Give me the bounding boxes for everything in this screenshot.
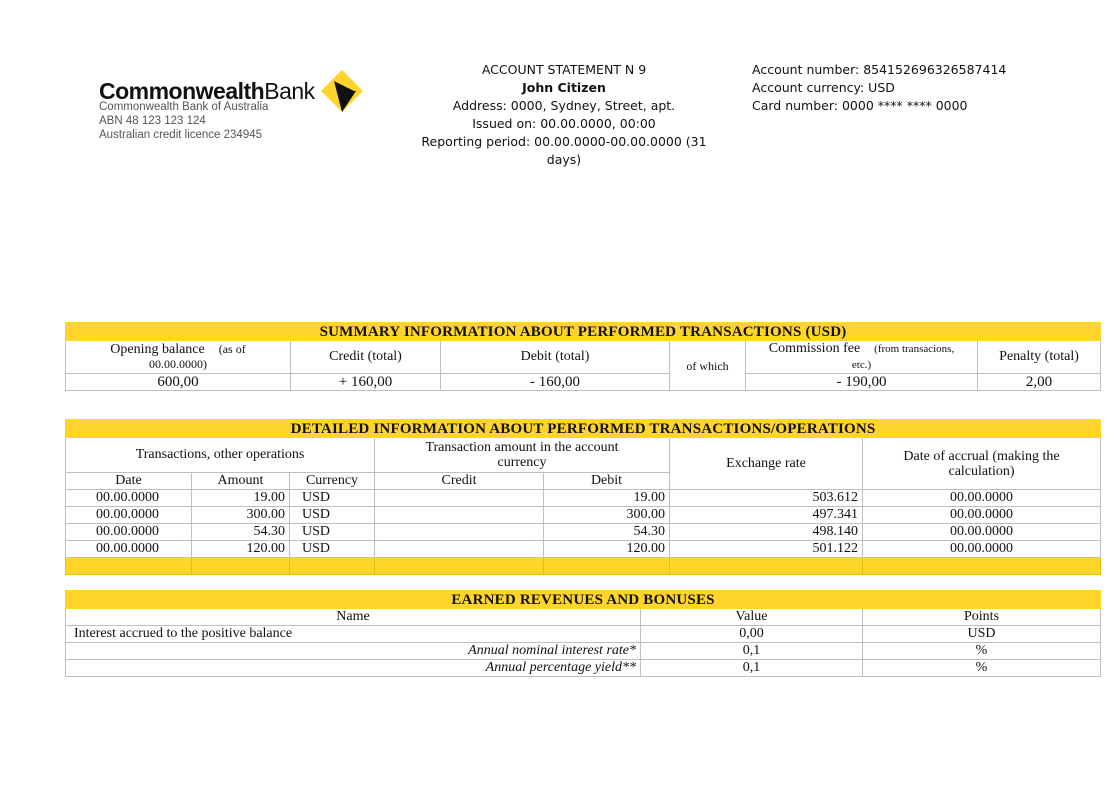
- statement-title: ACCOUNT STATEMENT N 9: [481, 62, 647, 77]
- table-row: [66, 524, 1101, 541]
- table-row: [66, 507, 1101, 524]
- table-row: [66, 643, 1101, 660]
- col-name-header: Name: [66, 609, 641, 626]
- debit-total-header: Debit (total): [441, 341, 670, 374]
- row-date: 00.00.0000: [66, 524, 192, 541]
- penalty-value: 2,00: [978, 374, 1101, 391]
- card-number: Card number: 0000 **** **** 0000: [752, 98, 968, 113]
- row-name: Interest accrued to the positive balance: [66, 626, 641, 643]
- table-row: [66, 626, 1101, 643]
- row-debit: 19.00: [544, 490, 670, 507]
- row-value: 0,1: [641, 643, 863, 660]
- row-amount: 300.00: [192, 507, 290, 524]
- row-currency: USD: [290, 524, 375, 541]
- row-debit: 120.00: [544, 541, 670, 558]
- statement-header: [404, 61, 724, 169]
- footer-cell: [290, 558, 375, 575]
- summary-table: [65, 322, 1101, 391]
- earned-table: [65, 590, 1101, 677]
- row-accrual: 00.00.0000: [863, 524, 1101, 541]
- commission-note-2: etc.): [851, 359, 872, 371]
- col-currency-header: Currency: [290, 473, 375, 490]
- footer-cell: [66, 558, 192, 575]
- account-number: Account number: 854152696326587414: [752, 62, 1007, 77]
- brand-light: Bank: [264, 78, 315, 104]
- row-rate: 497.341: [670, 507, 863, 524]
- col-points-header: Points: [863, 609, 1101, 626]
- row-value: 0,1: [641, 660, 863, 677]
- row-currency: USD: [290, 507, 375, 524]
- bank-licence: Australian credit licence 234945: [99, 129, 263, 141]
- commission-label: Commission fee: [768, 341, 861, 356]
- commission-header: [746, 341, 978, 374]
- row-points: %: [863, 643, 1101, 660]
- opening-label: Opening balance: [110, 342, 205, 357]
- col-value-header: Value: [641, 609, 863, 626]
- of-which-label: of which: [670, 341, 746, 391]
- row-accrual: 00.00.0000: [863, 507, 1101, 524]
- account-info: [752, 61, 1112, 115]
- col-credit-header: Credit: [375, 473, 544, 490]
- row-name: Annual percentage yield**: [66, 660, 641, 677]
- details-title: DETAILED INFORMATION ABOUT PERFORMED TRANSACTIONS/OPERATIONS: [66, 420, 1101, 438]
- credit-total-header: Credit (total): [291, 341, 441, 374]
- row-debit: 300.00: [544, 507, 670, 524]
- table-row: [66, 490, 1101, 507]
- row-value: 0,00: [641, 626, 863, 643]
- group-amount-line2: currency: [497, 455, 547, 470]
- row-accrual: 00.00.0000: [863, 541, 1101, 558]
- row-credit: [375, 490, 544, 507]
- row-amount: 54.30: [192, 524, 290, 541]
- logo-diamond-icon: [321, 70, 363, 112]
- accrual-line1: Date of accrual (making the: [903, 448, 1060, 464]
- footer-cell: [863, 558, 1101, 575]
- holder-address: Address: 0000, Sydney, Street, apt.: [452, 98, 676, 113]
- details-footer-row: [66, 558, 1101, 575]
- reporting-period: Reporting period: 00.00.0000-00.00.0000 (31 days): [421, 134, 707, 167]
- row-name: Annual nominal interest rate*: [66, 643, 641, 660]
- row-date: 00.00.0000: [66, 541, 192, 558]
- issued-on: Issued on: 00.00.0000, 00:00: [472, 116, 656, 131]
- details-table: [65, 419, 1101, 575]
- summary-title: SUMMARY INFORMATION ABOUT PERFORMED TRANSACTIONS (USD): [66, 323, 1101, 341]
- col-date-header: Date: [66, 473, 192, 490]
- bank-logo: [99, 70, 379, 150]
- table-row: [66, 660, 1101, 677]
- group-transactions-header: Transactions, other operations: [66, 438, 375, 473]
- table-row: [66, 541, 1101, 558]
- row-points: %: [863, 660, 1101, 677]
- opening-note: (as of: [218, 342, 246, 356]
- row-points: USD: [863, 626, 1101, 643]
- exchange-rate-header: Exchange rate: [670, 438, 863, 490]
- holder-name: John Citizen: [522, 80, 606, 95]
- row-accrual: 00.00.0000: [863, 490, 1101, 507]
- row-rate: 498.140: [670, 524, 863, 541]
- row-amount: 120.00: [192, 541, 290, 558]
- col-debit-header: Debit: [544, 473, 670, 490]
- footer-cell: [544, 558, 670, 575]
- bank-abn: ABN 48 123 123 124: [99, 115, 206, 127]
- row-debit: 54.30: [544, 524, 670, 541]
- footer-cell: [670, 558, 863, 575]
- row-amount: 19.00: [192, 490, 290, 507]
- brand-bold: Commonwealth: [99, 78, 265, 104]
- opening-balance-value: 600,00: [66, 374, 291, 391]
- row-credit: [375, 524, 544, 541]
- account-currency: Account currency: USD: [752, 80, 895, 95]
- row-date: 00.00.0000: [66, 507, 192, 524]
- opening-balance-header: [66, 341, 291, 374]
- row-date: 00.00.0000: [66, 490, 192, 507]
- opening-date: 00.00.0000): [149, 357, 207, 371]
- accrual-date-header: [863, 438, 1101, 490]
- footer-cell: [192, 558, 290, 575]
- group-amount-header: [375, 438, 670, 473]
- penalty-header: Penalty (total): [978, 341, 1101, 374]
- commission-note: (from transacions,: [874, 343, 955, 355]
- row-currency: USD: [290, 490, 375, 507]
- footer-cell: [375, 558, 544, 575]
- credit-total-value: + 160,00: [291, 374, 441, 391]
- group-amount-line1: Transaction amount in the account: [425, 440, 619, 455]
- earned-title: EARNED REVENUES AND BONUSES: [66, 591, 1101, 609]
- commission-value: - 190,00: [746, 374, 978, 391]
- row-currency: USD: [290, 541, 375, 558]
- row-rate: 503.612: [670, 490, 863, 507]
- accrual-line2: calculation): [948, 463, 1015, 479]
- row-credit: [375, 507, 544, 524]
- row-rate: 501.122: [670, 541, 863, 558]
- row-credit: [375, 541, 544, 558]
- bank-full-name: Commonwealth Bank of Australia: [99, 101, 269, 113]
- debit-total-value: - 160,00: [441, 374, 670, 391]
- col-amount-header: Amount: [192, 473, 290, 490]
